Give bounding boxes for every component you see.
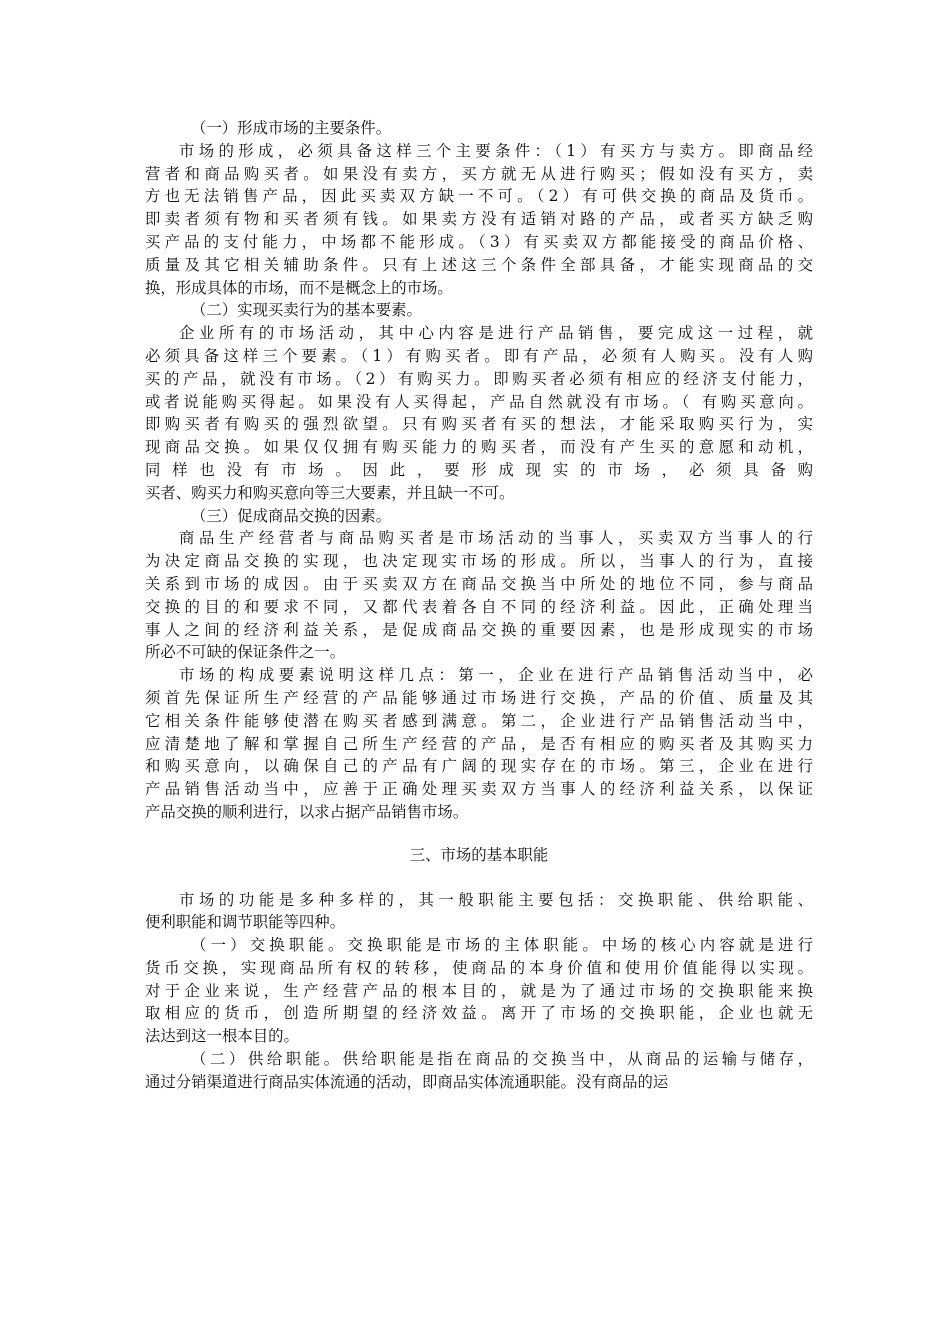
text-line: 便利职能和调节职能等四种。 [145,913,346,932]
text-line: 同样也没有市场。因此，要形成现实的市场，必须具备购 [145,460,813,479]
text-line: 取相应的货币，创造所期望的经济效益。离开了市场的交换职能，企业也就无 [145,1004,813,1023]
text-line: 对于企业来说，生产经营产品的根本目的，就是为了通过市场的交换职能来换 [145,981,813,1000]
paragraph [145,664,813,824]
text-line: 它相关条件能够使潜在购买者感到满意。第二，企业进行产品销售活动当中， [145,711,813,730]
text-line: 所必不可缺的保证条件之一。 [145,643,346,662]
text-line: 或者说能购买得起。如果没有人买得起，产品自然就没有市场。（ 有购买意向。 [145,392,813,411]
text-line: 即购买者有购买的强烈欲望。只有购买者有买的想法，才能采取购买行为，实 [145,415,813,434]
paragraph [145,117,813,140]
text-line: 市场的功能是多种多样的，其一般职能主要包括：交换职能、供给职能、 [179,890,813,909]
paragraph [145,934,813,1048]
section-heading: 三、市场的基本职能 [409,845,549,864]
document-page [145,117,813,1094]
text-line: 法达到这一根本目的。 [145,1027,299,1046]
text-line: （二）实现买卖行为的基本要素。 [191,301,422,320]
text-line: （三）促成商品交换的因素。 [191,506,392,525]
text-line: 为决定商品交换的实现，也决定现实市场的形成。所以，当事人的行为，直接 [145,552,813,571]
text-line: 营者和商品购买者。如果没有卖方，买方就无从进行购买；假如没有买方，卖 [145,164,813,183]
text-line: 应清楚地了解和掌握自己所生产经营的产品，是否有相应的购买者及其购买力 [145,734,813,753]
paragraph [145,299,813,322]
text-line: 关系到市场的成因。由于买卖双方在商品交换当中所处的地位不同，参与商品 [145,574,813,593]
text-line: 买者、购买力和购买意向等三大要素，并且缺一不可。 [145,483,515,502]
text-line: 方也无法销售产品，因此买卖双方缺一不可。（2）有可供交换的商品及货币。 [145,187,813,206]
text-line: 通过分销渠道进行商品实体流通的活动，即商品实体流通职能。没有商品的运 [145,1072,669,1091]
text-line: 须首先保证所生产经营的产品能够通过市场进行交换，产品的价值、质量及其 [145,688,813,707]
text-line: 企业所有的市场活动，其中心内容是进行产品销售，要完成这一过程，就 [179,324,813,343]
text-line: 事人之间的经济利益关系，是促成商品交换的重要因素，也是形成现实的市场 [145,620,813,639]
paragraph [145,889,813,935]
text-line: 产品交换的顺利进行，以求占据产品销售市场。 [145,802,469,821]
paragraph [145,322,813,504]
text-line: （一）交换职能。交换职能是市场的主体职能。中场的核心内容就是进行 [191,936,813,955]
text-line: 换，形成具体的市场，而不是概念上的市场。 [145,278,453,297]
text-line: 交换的目的和要求不同，又都代表着各自不同的经济利益。因此，正确处理当 [145,597,813,616]
text-line: 必须具备这样三个要素。（1）有购买者。即有产品，必须有人购买。没有人购 [145,346,813,365]
text-line: 现商品交换。如果仅仅拥有购买能力的购买者，而没有产生买的意愿和动机， [145,438,813,457]
text-line: 市场的构成要素说明这样几点：第一，企业在进行产品销售活动当中，必 [179,666,813,685]
paragraph [145,140,813,300]
paragraph [145,527,813,664]
text-line: 即卖者须有物和买者须有钱。如果卖方没有适销对路的产品，或者买方缺乏购 [145,210,813,229]
text-line: （一）形成市场的主要条件。 [191,119,392,137]
paragraph [145,1048,813,1094]
text-line: 买产品的支付能力，中场都不能形成。（3）有买卖双方都能接受的商品价格、 [145,232,813,251]
text-line: 质量及其它相关辅助条件。只有上述这三个条件全部具备，才能实现商品的交 [145,255,813,274]
text-line: 产品销售活动当中，应善于正确处理买卖双方当事人的经济利益关系，以保证 [145,780,813,799]
text-line: 市场的形成，必须具备这样三个主要条件：（1）有买方与卖方。即商品经 [179,141,813,160]
text-line: 买的产品，就没有市场。（2）有购买力。即购买者必须有相应的经济支付能力， [145,369,813,388]
text-line: 和购买意向，以确保自己的产品有广阔的现实存在的市场。第三，企业在进行 [145,757,813,776]
text-line: 货币交换，实现商品所有权的转移，使商品的本身价值和使用价值能得以实现。 [145,958,813,977]
text-line: 商品生产经营者与商品购买者是市场活动的当事人，买卖双方当事人的行 [179,529,813,548]
paragraph [145,505,813,528]
text-line: （二）供给职能。供给职能是指在商品的交换当中，从商品的运输与储存， [191,1050,813,1069]
